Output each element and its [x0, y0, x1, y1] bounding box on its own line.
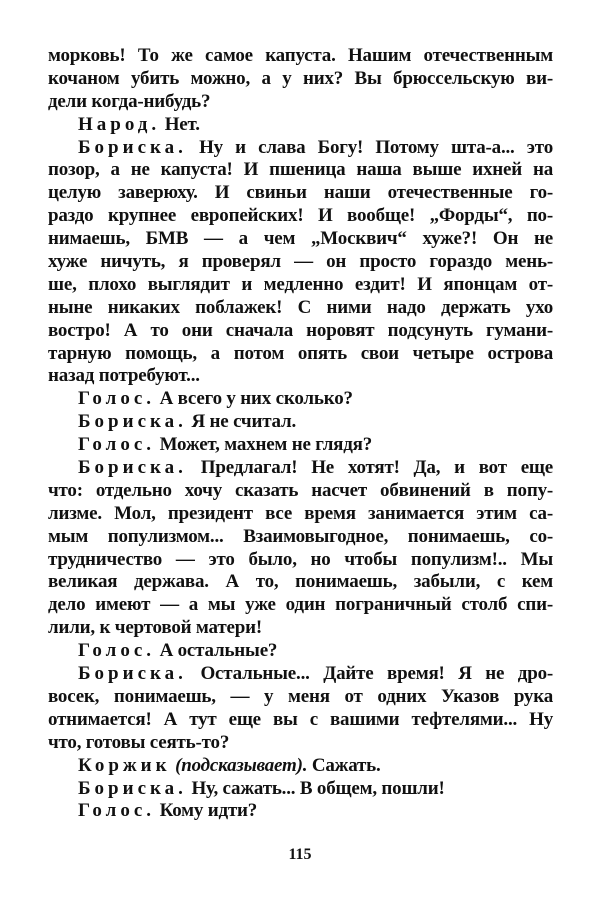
dialogue-line — [48, 114, 553, 137]
text-line — [48, 732, 553, 755]
line-text: позор, а не капуста! И пшеница наша выше ихней на — [48, 159, 553, 181]
speaker-name: Бориска. — [78, 777, 187, 799]
dialogue-line — [48, 411, 553, 434]
text-line — [48, 320, 553, 343]
speaker-name: Голос. — [78, 800, 156, 822]
text-line — [48, 205, 553, 228]
line-text: Кому идти? — [155, 800, 258, 822]
text-line — [48, 526, 553, 549]
text-line — [48, 343, 553, 366]
line-text: тарную помощь, а потом опять свои четыре острова — [48, 342, 553, 364]
line-text: мым популизмом... Взаимовыгодное, понимаешь, со- — [48, 525, 553, 547]
speaker-name: Голос. — [78, 640, 156, 662]
page-text — [48, 45, 553, 823]
line-text: Я не считал. — [186, 411, 297, 433]
text-line — [48, 480, 553, 503]
speaker-name: Бориска. — [78, 457, 187, 479]
line-text: лизме. Мол, президент все время занимается этим са- — [48, 502, 553, 524]
text-line — [48, 686, 553, 709]
text-line — [48, 709, 553, 732]
speaker-name: Бориска. — [78, 411, 187, 433]
line-text: лили, к чертовой матери! — [48, 617, 262, 639]
line-text: Ну, сажать... В общем, пошли! — [186, 777, 445, 799]
stage-direction: (подсказывает). — [175, 754, 308, 776]
speaker-name: Бориска. — [78, 136, 187, 158]
dialogue-line — [48, 755, 553, 778]
dialogue-line — [48, 457, 553, 480]
line-text: А всего у них сколько? — [155, 388, 353, 410]
text-line — [48, 228, 553, 251]
text-line — [48, 182, 553, 205]
line-text: ше, плохо выглядит и медленно ездит! И японцам от- — [48, 273, 553, 295]
line-text: востро! А то они сначала норовят подсунуть гумани- — [48, 319, 553, 341]
line-text: дело имеют — а мы уже один пограничный столб спи- — [48, 594, 553, 616]
text-line — [48, 297, 553, 320]
line-text: хуже ничуть, я проверял — он просто гораздо мень- — [48, 251, 553, 273]
line-text: трудничество — это было, но чтобы популизм!.. Мы — [48, 548, 553, 570]
text-line — [48, 159, 553, 182]
line-text: назад потребуют... — [48, 365, 200, 387]
text-line — [48, 503, 553, 526]
text-line — [48, 365, 553, 388]
line-text: кочаном убить можно, а у них? Вы брюссельскую ви- — [48, 67, 553, 89]
line-text: восек, понимаешь, — у меня от одних Указов рука — [48, 685, 553, 707]
speaker-name: Голос. — [78, 434, 156, 456]
speaker-name: Коржик — [78, 754, 171, 776]
line-text: Ну и слава Богу! Потому шта-а... это — [186, 136, 553, 158]
line-text: морковь! То же самое капуста. Нашим отечественным — [48, 45, 553, 66]
text-line — [48, 571, 553, 594]
text-line — [48, 45, 553, 68]
line-text: раздо крупнее европейских! И вообще! „Форды“, по- — [48, 205, 553, 227]
line-text: что, готовы сеять-то? — [48, 731, 230, 753]
dialogue-line — [48, 388, 553, 411]
text-line — [48, 549, 553, 572]
dialogue-line — [48, 663, 553, 686]
speaker-name: Народ. — [78, 113, 161, 135]
line-text: дели когда-нибудь? — [48, 90, 211, 112]
page-number: 115 — [288, 846, 312, 863]
line-text: целую заверюху. И свиньи наши отечественные го- — [48, 182, 553, 204]
dialogue-line — [48, 137, 553, 160]
line-text: отнимается! А тут еще вы с вашими тефтелями... Ну — [48, 708, 553, 730]
line-text: великая держава. А то, понимаешь, забыли, с кем — [48, 571, 553, 593]
speaker-name: Голос. — [78, 388, 156, 410]
text-line — [48, 68, 553, 91]
text-line — [48, 594, 553, 617]
line-text: Нет. — [160, 113, 200, 135]
line-text: что: отдельно хочу сказать насчет обвинений в попу- — [48, 479, 553, 501]
text-line — [48, 91, 553, 114]
text-line — [48, 251, 553, 274]
text-line — [48, 274, 553, 297]
dialogue-line — [48, 778, 553, 801]
line-text: нимаешь, БМВ — а чем „Москвич“ хуже?! Он не — [48, 228, 553, 250]
speaker-name: Бориска. — [78, 663, 187, 685]
dialogue-line — [48, 800, 553, 823]
text-line — [48, 617, 553, 640]
line-text: Может, махнем не глядя? — [155, 434, 373, 456]
line-text: Сажать. — [307, 754, 381, 776]
dialogue-line — [48, 434, 553, 457]
line-text: Остальные... Дайте время! Я не дро- — [186, 663, 553, 685]
line-text: ныне никаких поблажек! С ними надо держать ухо — [48, 296, 553, 318]
dialogue-line — [48, 640, 553, 663]
line-text: Предлагал! Не хотят! Да, и вот еще — [186, 457, 553, 479]
line-text: А остальные? — [155, 640, 278, 662]
